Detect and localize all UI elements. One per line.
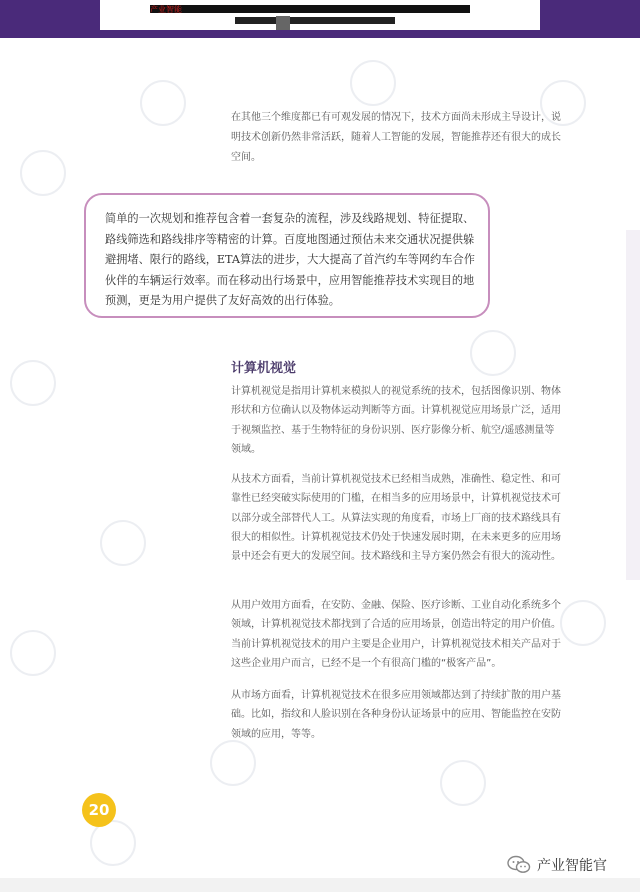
callout-text: 简单的一次规划和推荐包含着一套复杂的流程，涉及线路规划、特征提取、路线筛选和路线排序等精密的计算。百度地图通过预估未来交通状况提供躲避拥堵、限行的路线，ETA算法的进步，大大提高了首汽约车等网约车合作伙伴的车辆运行效率。而在移动出行场景中，应用智能推荐技术实现目的地预测，更是为用户提供了友好高效的出行体验。: [105, 212, 475, 307]
right-edge-shadow: [626, 230, 640, 580]
body-paragraph: 从技术方面看，当前计算机视觉技术已经相当成熟，准确性、稳定性、和可靠性已经突破实际使用的门槛，在相当多的应用场景中，计算机视觉技术可以部分或全部替代人工。从算法实现的角度看，市场上厂商的技术路线具有很大的相似性。计算机视觉技术仍处于快速发展时期，在未来更多的应用场景中还会有更大的发展空间。技术路线和主导方案仍然会有很大的流动性。: [231, 474, 561, 563]
redaction-bar-bottom: [235, 17, 395, 24]
watermark-seal: [560, 600, 606, 646]
body-paragraph: 从市场方面看，计算机视觉技术在很多应用领域都达到了持续扩散的用户基础。比如，指纹和人脸识别在各种身份认证场景中的应用、智能监控在安防领域的应用，等等。: [231, 690, 561, 740]
header-red-fragment: 产业智能: [150, 5, 182, 14]
redaction-bar-top: [150, 5, 470, 13]
wechat-attribution: [507, 855, 607, 875]
watermark-seal: [470, 330, 516, 376]
redaction-square: [276, 16, 290, 30]
watermark-seal: [210, 740, 256, 786]
wechat-logo-icon: [507, 855, 531, 875]
body-paragraph: 计算机视觉是指用计算机来模拟人的视觉系统的技术，包括图像识别、物体形状和方位确认以及物体运动判断等方面。计算机视觉应用场景广泛，适用于视频监控、基于生物特征的身份识别、医疗影像分析、航空/遥感测量等领域。: [231, 386, 561, 455]
watermark-seal: [140, 80, 186, 126]
watermark-seal: [440, 760, 486, 806]
body-paragraph: 从用户效用方面看，在安防、金融、保险、医疗诊断、工业自动化系统多个领域，计算机视觉技术都找到了合适的应用场景，创造出特定的用户价值。当前计算机视觉技术的用户主要是企业用户，计算机视觉技术相关产品对于这些企业用户而言，已经不是一个有很高门槛的“极客产品”。: [231, 600, 561, 669]
watermark-seal: [10, 360, 56, 406]
wechat-account-name: 产业智能官: [537, 858, 607, 874]
intro-paragraph: 在其他三个维度都已有可观发展的情况下，技术方面尚未形成主导设计，说明技术创新仍然非常活跃，随着人工智能的发展，智能推荐还有很大的成长空间。: [231, 112, 561, 163]
watermark-seal: [100, 520, 146, 566]
bottom-strip: [0, 878, 640, 892]
section-title: 计算机视觉: [231, 361, 297, 376]
watermark-seal: [10, 630, 56, 676]
watermark-seal: [350, 60, 396, 106]
page-number-badge: 20: [82, 793, 116, 827]
watermark-seal: [20, 150, 66, 196]
